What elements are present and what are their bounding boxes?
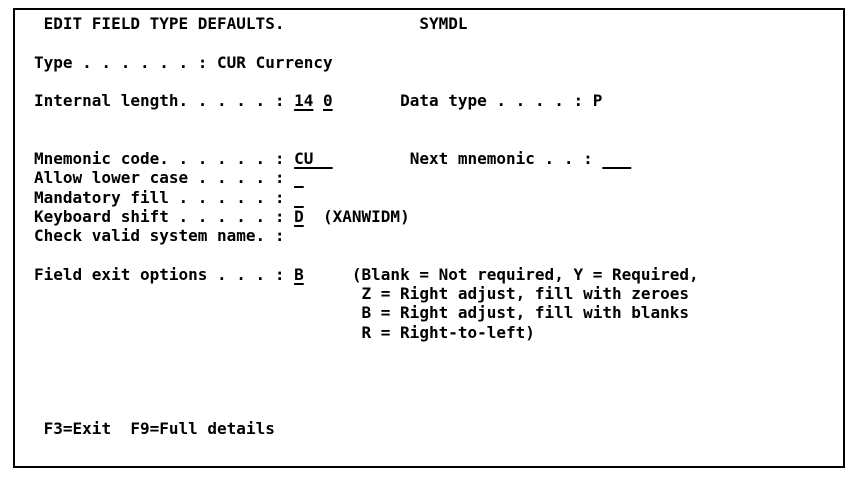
terminal-screen [13,8,845,468]
terminal-row-0 [34,14,699,33]
decimal-positions-input[interactable]: 0 [323,91,333,111]
terminal-row-6 [34,130,699,149]
panel-id: SYMDL [419,14,468,33]
terminal-row-21 [34,419,699,438]
terminal-row-1 [34,33,699,52]
terminal-row-16 [34,323,699,342]
terminal-row-17 [34,342,699,361]
type-value: CUR Currency [217,52,333,72]
field-exit-help-line2: Z = Right adjust, fill with zeroes [34,284,690,304]
terminal-row-12 [34,246,699,265]
terminal-row-5 [34,110,699,129]
internal-length-input[interactable]: 14 [294,91,314,111]
terminal-row-7 [34,149,699,168]
terminal-row-14 [34,284,699,303]
fkey-row-indent [34,419,44,438]
data-type-value: P [592,91,603,111]
field-exit-help-line1: (Blank = Not required, Y = Required, [303,264,699,284]
data-type-label: Data type . . . . : [400,91,593,111]
terminal-row-13 [34,265,699,284]
terminal-row-10 [34,207,699,226]
allow-lower-case-input[interactable] [294,168,304,187]
next-mnemonic-label: Next mnemonic . . : [409,149,603,169]
mnemonic-code-label: Mnemonic code. . . . . . : [34,149,295,169]
terminal-row-4 [34,91,699,110]
fkey-f9-full-details[interactable]: F9=Full details [130,419,275,439]
terminal-row-18 [34,361,699,380]
field-exit-help-line3: B = Right adjust, fill with blanks [34,303,690,323]
check-valid-system-name-label: Check valid system name. : [34,226,285,246]
field-separator [313,91,323,110]
header-gap [284,14,419,33]
terminal-row-2 [34,53,699,72]
mnemonic-code-input[interactable]: CU [294,149,333,169]
allow-lower-case-label: Allow lower case . . . . : [34,168,295,188]
internal-length-label: Internal length. . . . . : [34,91,295,111]
terminal-row-3 [34,72,699,91]
terminal-row-8 [34,168,699,187]
terminal-row-19 [34,381,699,400]
field-exit-help-line4: R = Right-to-left) [34,322,535,342]
fkey-gap [111,419,130,438]
terminal-row-9 [34,188,699,207]
field-exit-options-input[interactable]: B [294,264,304,284]
fkey-f3-exit[interactable]: F3=Exit [43,419,112,439]
column-gap [333,91,400,110]
keyboard-shift-input[interactable]: D [294,206,304,226]
screen-title: EDIT FIELD TYPE DEFAULTS. [34,14,285,33]
type-label: Type . . . . . . : [34,52,218,72]
terminal-rows [34,14,699,439]
next-mnemonic-input[interactable] [602,149,631,168]
terminal-row-20 [34,400,699,419]
terminal-row-15 [34,303,699,322]
keyboard-shift-label: Keyboard shift . . . . . : [34,206,295,226]
terminal-row-11 [34,226,699,245]
mandatory-fill-label: Mandatory fill . . . . . : [34,187,295,207]
mandatory-fill-input[interactable] [294,188,304,207]
field-exit-options-label: Field exit options . . . : [34,264,295,284]
column-gap [333,149,410,168]
keyboard-shift-note: (XANWIDM) [303,206,410,226]
